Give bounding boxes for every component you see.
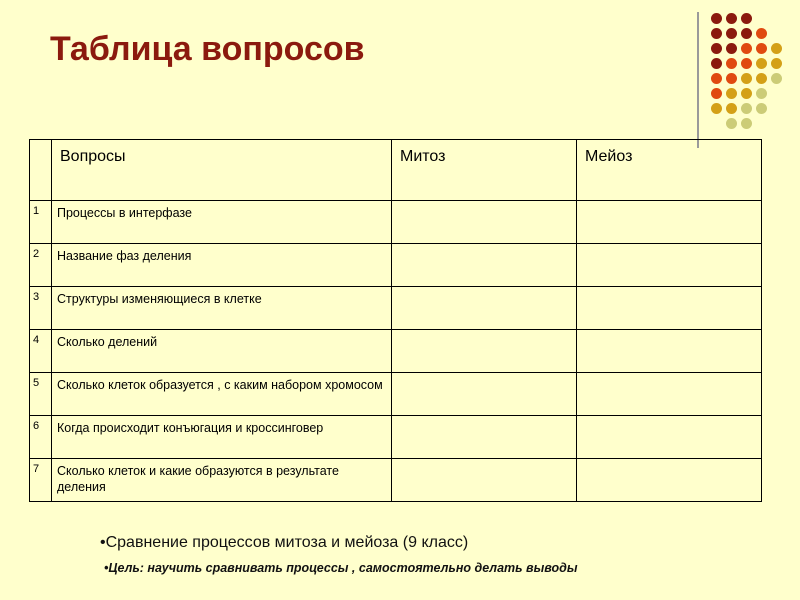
header-number-cell	[30, 140, 52, 201]
row-question: Структуры изменяющиеся в клетке	[52, 287, 392, 330]
decorative-dot	[756, 43, 767, 54]
table-row	[30, 244, 762, 287]
decorative-divider-line	[697, 12, 699, 148]
decorative-dot	[711, 43, 722, 54]
row-meiosis-cell	[577, 244, 762, 287]
header-questions: Вопросы	[52, 140, 392, 201]
decorative-dot	[741, 28, 752, 39]
decorative-dot	[771, 43, 782, 54]
decorative-dot-pattern	[0, 0, 800, 140]
row-number: 5	[30, 373, 52, 416]
decorative-dot	[711, 13, 722, 24]
decorative-dot	[726, 13, 737, 24]
row-number: 6	[30, 416, 52, 459]
decorative-dot	[711, 103, 722, 114]
table-row	[30, 287, 762, 330]
row-meiosis-cell	[577, 330, 762, 373]
decorative-dot	[726, 28, 737, 39]
table-row	[30, 201, 762, 244]
decorative-dot	[771, 58, 782, 69]
decorative-dot	[711, 28, 722, 39]
table-row	[30, 373, 762, 416]
row-question: Процессы в интерфазе	[52, 201, 392, 244]
decorative-dot	[711, 58, 722, 69]
decorative-dot	[741, 103, 752, 114]
header-mitosis: Митоз	[392, 140, 577, 201]
row-mitosis-cell	[392, 330, 577, 373]
decorative-dot	[741, 88, 752, 99]
decorative-dot	[756, 28, 767, 39]
row-mitosis-cell	[392, 244, 577, 287]
decorative-dot	[726, 118, 737, 129]
table-header-row	[30, 140, 762, 201]
table-row	[30, 459, 762, 502]
row-number: 2	[30, 244, 52, 287]
row-number: 7	[30, 459, 52, 502]
decorative-dot	[741, 118, 752, 129]
decorative-dot	[756, 73, 767, 84]
row-question: Сколько делений	[52, 330, 392, 373]
table-row	[30, 330, 762, 373]
decorative-dot	[711, 88, 722, 99]
bullet-goal: •Цель: научить сравнивать процессы , самостоятельно делать выводы	[104, 561, 578, 575]
decorative-dot	[726, 88, 737, 99]
row-meiosis-cell	[577, 201, 762, 244]
row-meiosis-cell	[577, 459, 762, 502]
decorative-dot	[756, 103, 767, 114]
row-question: Сколько клеток образуется , с каким набором хромосом	[52, 373, 392, 416]
decorative-dot	[741, 13, 752, 24]
decorative-dot	[741, 73, 752, 84]
decorative-dot	[771, 73, 782, 84]
decorative-dot	[756, 58, 767, 69]
decorative-dot	[711, 73, 722, 84]
row-mitosis-cell	[392, 373, 577, 416]
row-question: Сколько клеток и какие образуются в результате деления	[52, 459, 392, 502]
row-number: 4	[30, 330, 52, 373]
row-question: Название фаз деления	[52, 244, 392, 287]
row-mitosis-cell	[392, 416, 577, 459]
decorative-dot	[726, 73, 737, 84]
row-mitosis-cell	[392, 287, 577, 330]
bullet-comparison: •Сравнение процессов митоза и мейоза (9 класс)	[100, 534, 469, 551]
decorative-dot	[726, 103, 737, 114]
decorative-dot	[726, 43, 737, 54]
decorative-dot	[756, 88, 767, 99]
slide-title: Таблица вопросов	[50, 30, 365, 68]
table-row	[30, 416, 762, 459]
row-number: 3	[30, 287, 52, 330]
row-meiosis-cell	[577, 287, 762, 330]
row-meiosis-cell	[577, 373, 762, 416]
decorative-dot	[741, 58, 752, 69]
decorative-dot	[726, 58, 737, 69]
header-meiosis: Мейоз	[577, 140, 762, 201]
row-mitosis-cell	[392, 201, 577, 244]
row-question: Когда происходит конъюгация и кроссинговер	[52, 416, 392, 459]
row-meiosis-cell	[577, 416, 762, 459]
row-mitosis-cell	[392, 459, 577, 502]
questions-table	[29, 139, 762, 502]
decorative-dot	[741, 43, 752, 54]
row-number: 1	[30, 201, 52, 244]
